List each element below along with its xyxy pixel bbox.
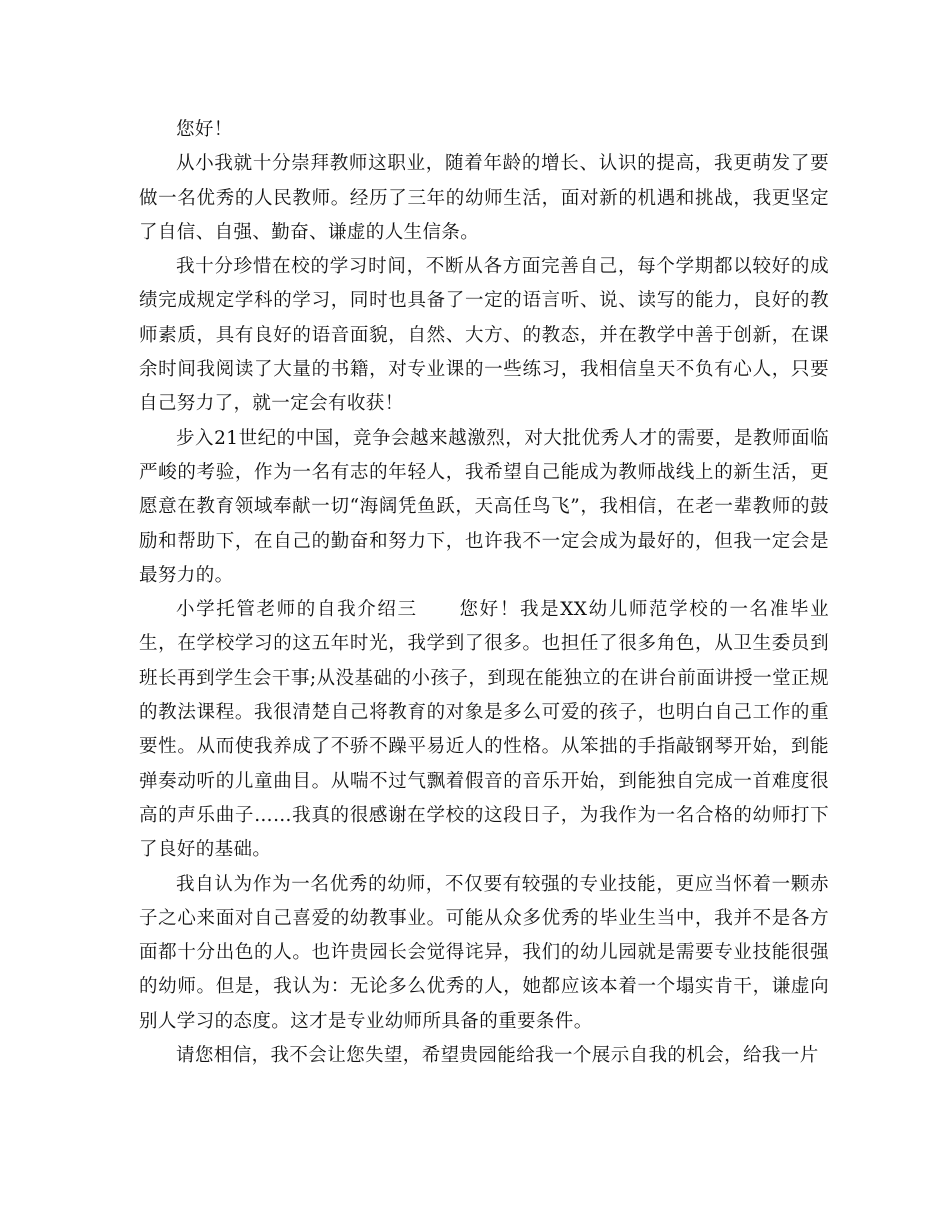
paragraph-1: 从小我就十分崇拜教师这职业，随着年龄的增长、认识的提高，我更萌发了要做一名优秀的人民教师。经历了三年的幼师生活，面对新的机遇和挑战，我更坚定了自信、自强、勤奋、谦虚的人生信条。 [139,153,829,243]
paragraph-2: 我十分珍惜在校的学习时间，不断从各方面完善自己，每个学期都以较好的成绩完成规定学科的学习，同时也具备了一定的语言听、说、读写的能力，良好的教师素质，具有良好的语音面貌，自然、大方、的教态，并在教学中善于创新，在课余时间我阅读了大量的书籍，对专业课的一些练习，我相信皇天不负有心人，只要自己努力了，就一定会有收获！ [139,256,829,415]
greeting: 您好！ [176,119,233,140]
section-first-paragraph: 您好！我是XX幼儿师范学校的一名准毕业生，在学校学习的这五年时光，我学到了很多。也担任了很多角色，从卫生委员到班长再到学生会干事;从没基础的小孩子，到现在能独立的在讲台前面讲授一堂正规的教法课程。我很清楚自己将教育的对象是多么可爱的孩子，也明白自己工作的重要性。从而使我养成了不骄不躁平易近人的性格。从笨拙的手指敲钢琴开始，到能弹奏动听的儿童曲目。从喘不过气飘着假音的音乐开始，到能独自完成一首难度很高的声乐曲子……我真的很感谢在学校的这段日子，为我作为一名合格的幼师打下了良好的基础。 [139,599,829,861]
section-intro-paragraph [139,593,829,867]
paragraph-5: 我自认为作为一名优秀的幼师，不仅要有较强的专业技能，更应当怀着一颗赤子之心来面对自己喜爱的幼教事业。可能从众多优秀的毕业生当中，我并不是各方面都十分出色的人。也许贵园长会觉得诧异，我们的幼儿园就是需要专业技能很强的幼师。但是，我认为：无论多么优秀的人，她都应该本着一个塌实肯干，谦虚向别人学习的态度。这才是专业幼师所具备的重要条件。 [139,873,829,1032]
paragraph-3: 步入21世纪的中国，竞争会越来越激烈，对大批优秀人才的需要，是教师面临严峻的考验，作为一名有志的年轻人，我希望自己能成为教师战线上的新生活，更愿意在教育领域奉献一切“海阔凭鱼跃，天高任鸟飞”，我相信，在老一辈教师的鼓励和帮助下，在自己的勤奋和努力下，也许我不一定会成为最好的，但我一定会是最努力的。 [139,427,829,586]
document-body [139,113,829,1073]
section-title: 小学托管老师的自我介绍三 [176,599,418,621]
paragraph-6: 请您相信，我不会让您失望，希望贵园能给我一个展示自我的机会，给我一片 [176,1045,819,1067]
